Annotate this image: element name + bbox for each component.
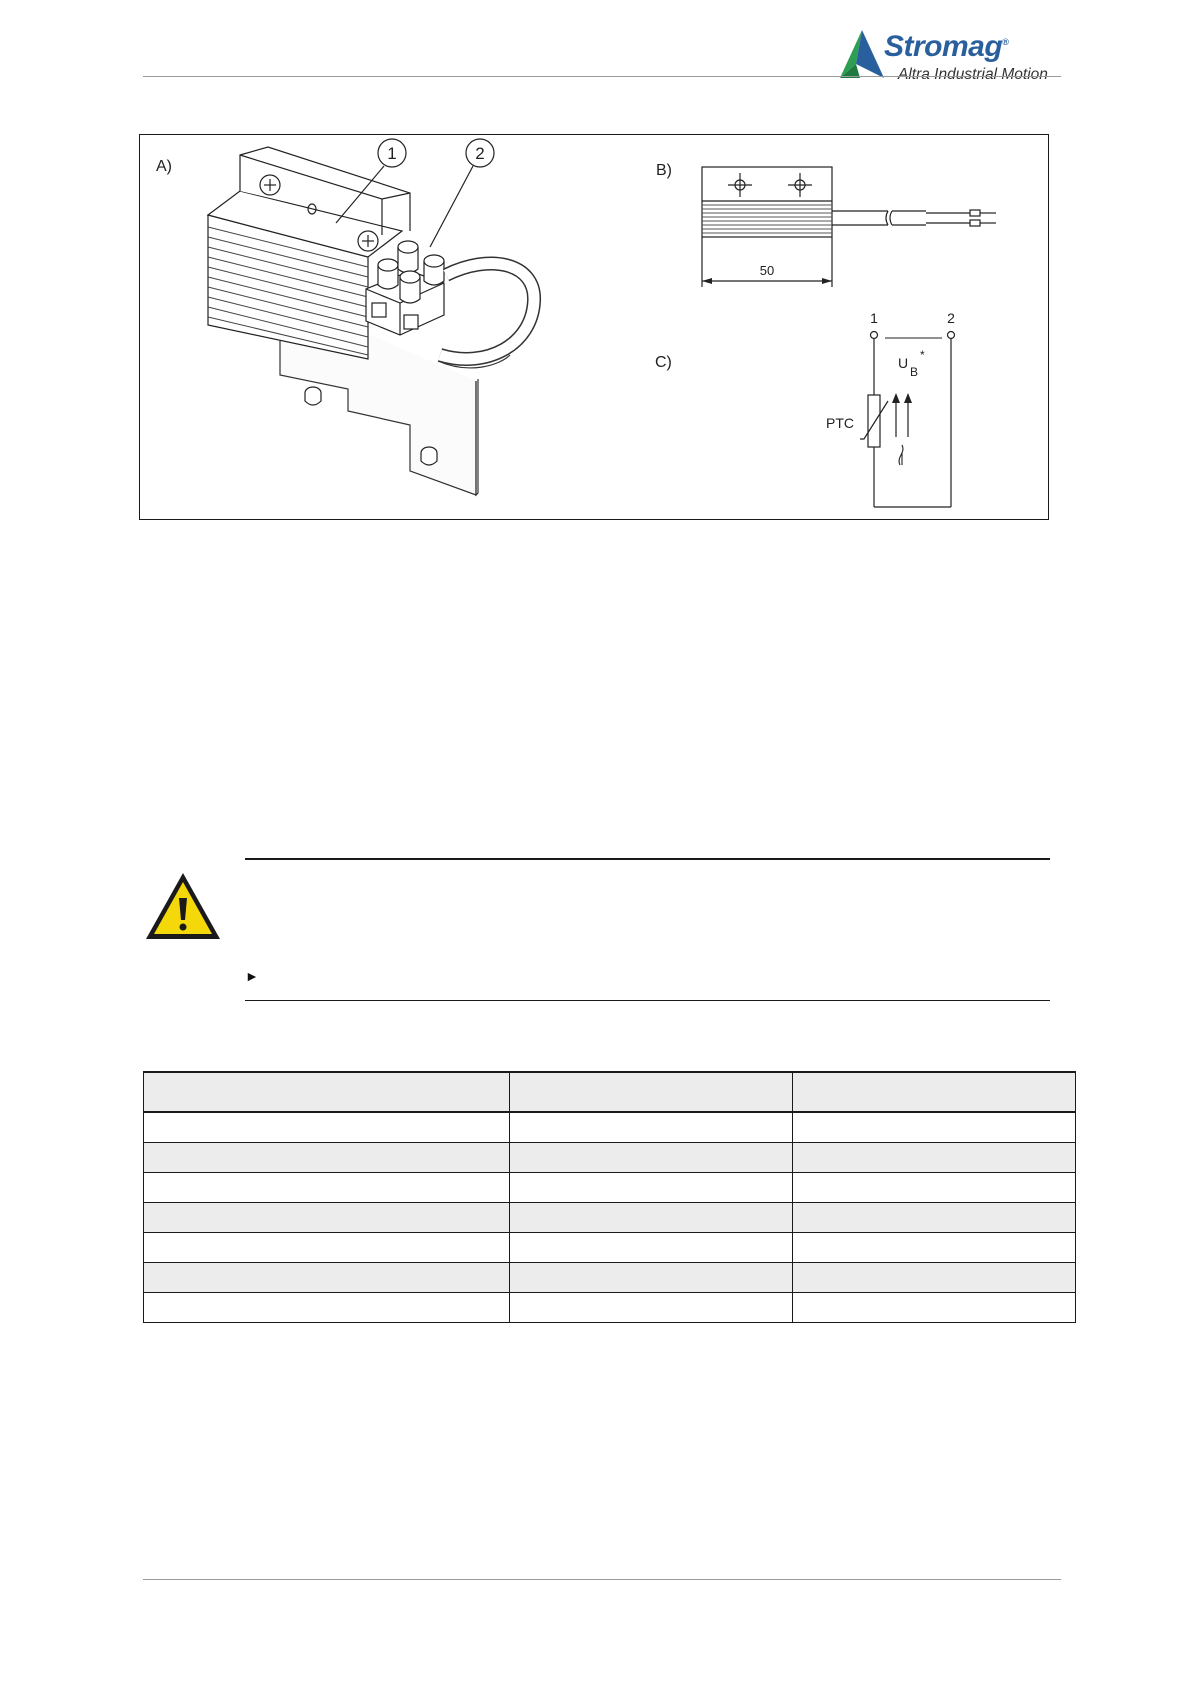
table-header-row [144,1072,1076,1112]
table-cell [793,1203,1076,1233]
stromag-logo [838,28,1058,90]
table-header-cell [793,1072,1076,1112]
dimension-50: 50 [759,263,775,278]
table-cell [510,1263,793,1293]
terminal-2-label: 2 [947,310,955,326]
table-cell [793,1233,1076,1263]
table-cell [144,1173,510,1203]
table-header-cell [510,1072,793,1112]
table-cell [793,1143,1076,1173]
warning-bullet: ► [245,968,259,984]
figure-drawing [140,135,1050,521]
stromag-logo-mark-icon [838,28,886,80]
table-cell [510,1233,793,1263]
table-row [144,1143,1076,1173]
footer-rule [143,1579,1061,1580]
logo-tagline: Altra Industrial Motion [898,66,1048,83]
voltage-subscript: B [910,365,919,379]
table-cell [144,1112,510,1143]
table-row [144,1112,1076,1143]
table-row [144,1173,1076,1203]
heater-side-view [702,167,996,287]
spec-table [143,1071,1076,1323]
warning-bottom-rule [245,1000,1050,1001]
callout-2: 2 [475,144,485,163]
table-cell [144,1263,510,1293]
table-cell [144,1233,510,1263]
table-cell [510,1293,793,1323]
table-cell [144,1293,510,1323]
heater-figure [139,134,1049,520]
panel-b-label: B) [656,162,672,179]
table-row [144,1293,1076,1323]
table-cell [793,1173,1076,1203]
table-cell [793,1293,1076,1323]
table-cell [793,1112,1076,1143]
terminal-1-label: 1 [870,310,878,326]
header-rule [143,76,1061,77]
logo-registered-mark: ® [1002,37,1009,47]
table-cell [510,1143,793,1173]
ptc-label: PTC [826,415,854,431]
panel-a-label: A) [156,158,172,175]
table-cell [510,1173,793,1203]
warning-triangle-icon [143,870,223,942]
table-cell [144,1143,510,1173]
table-cell [144,1203,510,1233]
table-cell [510,1203,793,1233]
table-cell [793,1263,1076,1293]
logo-name: Stromag [884,30,1003,63]
panel-c-label: C) [655,354,672,371]
table-header-cell [144,1072,510,1112]
voltage-symbol: U [898,355,909,371]
callout-1: 1 [387,144,397,163]
voltage-mark: * [920,348,925,362]
table-cell [510,1112,793,1143]
table-row [144,1233,1076,1263]
table-row [144,1263,1076,1293]
table-row [144,1203,1076,1233]
warning-top-rule [245,858,1050,860]
ptc-circuit-diagram [826,310,955,507]
heater-assembly-drawing [208,139,534,495]
